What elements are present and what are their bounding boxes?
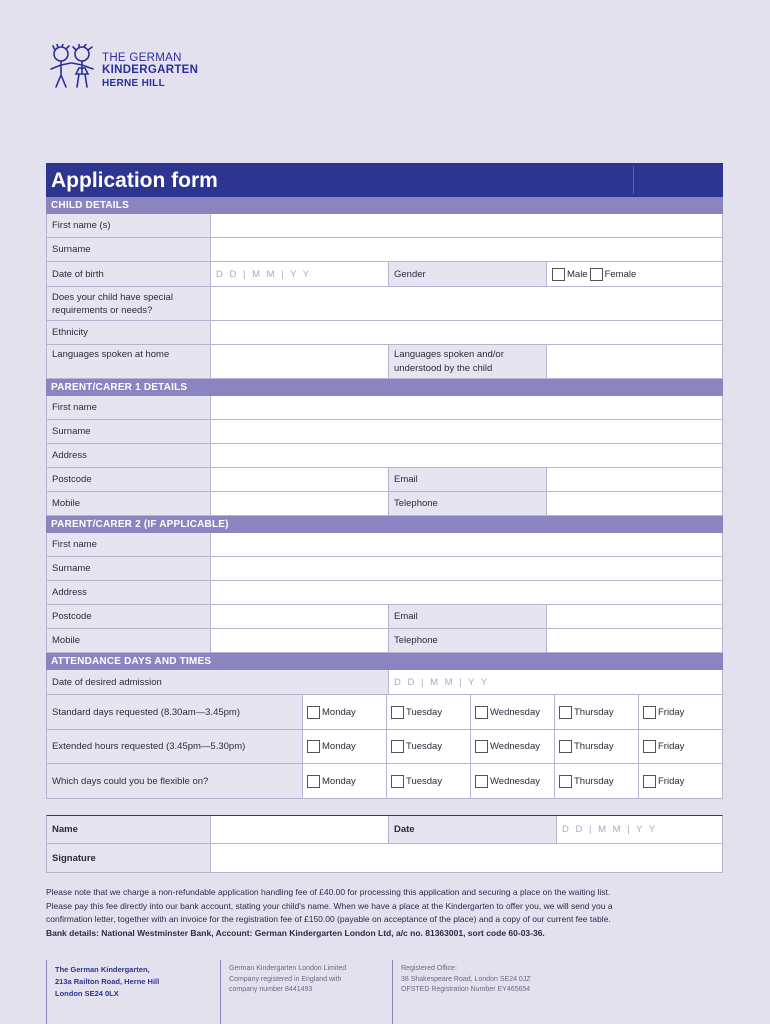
male-label: Male: [567, 268, 588, 280]
admission-placeholder: D D | M M | Y Y: [394, 676, 490, 688]
signoff-date-placeholder: D D | M M | Y Y: [562, 824, 658, 835]
female-checkbox[interactable]: [590, 268, 603, 281]
child-dob-field[interactable]: [211, 262, 389, 286]
extended-friday[interactable]: [639, 730, 722, 763]
parent1-mobile-label: Mobile: [47, 492, 211, 515]
ethnicity-label: Ethnicity: [47, 321, 211, 344]
languages-home-field[interactable]: [211, 345, 389, 378]
special-needs-label: Does your child have special requirements or needs?: [47, 287, 211, 320]
application-form: [46, 163, 723, 873]
admission-label: Date of desired admission: [47, 670, 389, 694]
day-label: Friday: [658, 741, 685, 752]
standard-wednesday[interactable]: [471, 695, 555, 729]
parent1-telephone-field[interactable]: [547, 492, 722, 515]
day-label: Tuesday: [406, 706, 443, 718]
checkbox-icon[interactable]: [475, 706, 488, 719]
footer-registered-line3: OFSTED Registration Number EY465654: [401, 986, 531, 993]
parent1-email-field[interactable]: [547, 468, 722, 491]
footer-company: [220, 960, 392, 1024]
checkbox-icon[interactable]: [307, 775, 320, 788]
standard-tuesday[interactable]: [387, 695, 471, 729]
languages-home-label: Languages spoken at home: [47, 345, 211, 378]
fee-note-line1: Please note that we charge a non-refundable application handling fee of £40.00 for processing this application and securing a place on the waiting list.: [46, 887, 611, 897]
bank-details: Bank details: National Westminster Bank, Account: German Kindergarten London Ltd, a/c no. 81363001, sort code 60-03-36.: [46, 927, 545, 938]
child-dob-placeholder: D D | M M | Y Y: [216, 268, 312, 280]
parent1-address-label: Address: [47, 444, 211, 467]
signoff-date-field[interactable]: [557, 816, 722, 843]
child-surname-label: Surname: [47, 238, 211, 261]
parent2-postcode-field[interactable]: [211, 605, 389, 628]
attendance-heading: ATTENDANCE DAYS AND TIMES: [46, 653, 723, 670]
form-title: Application form: [51, 169, 218, 192]
footer-address-line2: 213a Railton Road, Herne Hill: [55, 977, 160, 986]
footer-address: [46, 960, 218, 1024]
parent1-email-label: Email: [389, 468, 547, 491]
day-label: Monday: [322, 741, 356, 752]
extended-monday[interactable]: [303, 730, 387, 763]
languages-understood-field[interactable]: [547, 345, 722, 378]
signature-field[interactable]: [211, 844, 722, 872]
footer-company-line1: German Kindergarten London Limited: [229, 965, 347, 972]
day-label: Thursday: [574, 775, 614, 787]
footer: [46, 960, 723, 1024]
checkbox-icon[interactable]: [643, 706, 656, 719]
footer-registered-line2: 38 Shakespeare Road, London SE24 0JZ: [401, 975, 531, 983]
child-details-heading: CHILD DETAILS: [46, 197, 723, 214]
checkbox-icon[interactable]: [475, 775, 488, 788]
male-checkbox[interactable]: [552, 268, 565, 281]
standard-friday[interactable]: [639, 695, 722, 729]
footer-company-line3: company number 8441493: [229, 986, 313, 993]
checkbox-icon[interactable]: [559, 706, 572, 719]
form-title-bar: [46, 163, 723, 197]
checkbox-icon[interactable]: [643, 775, 656, 788]
flexible-monday[interactable]: [303, 764, 387, 798]
day-label: Wednesday: [490, 741, 540, 752]
footer-address-line3: London SE24 0LX: [55, 989, 119, 998]
footer-registered-office: [392, 960, 592, 1024]
parent2-surname-label: Surname: [47, 557, 211, 580]
parent1-mobile-field[interactable]: [211, 492, 389, 515]
checkbox-icon[interactable]: [307, 706, 320, 719]
footer-registered-line1: Registered Office:: [401, 965, 457, 972]
parent2-mobile-field[interactable]: [211, 629, 389, 652]
parent2-telephone-label: Telephone: [389, 629, 547, 652]
logo: [46, 44, 198, 90]
parent1-first-name-field[interactable]: [211, 396, 722, 419]
checkbox-icon[interactable]: [391, 706, 404, 719]
signoff-name-field[interactable]: [211, 816, 389, 843]
checkbox-icon[interactable]: [559, 775, 572, 788]
parent2-first-name-label: First name: [47, 533, 211, 556]
languages-understood-label: Languages spoken and/or understood by the child: [389, 345, 547, 378]
day-label: Tuesday: [406, 775, 443, 787]
gender-label: Gender: [389, 262, 547, 286]
parent2-heading: PARENT/CARER 2 (IF APPLICABLE): [46, 516, 723, 533]
logo-line3: HERNE HILL: [102, 78, 165, 89]
day-label: Wednesday: [490, 706, 540, 718]
flexible-wednesday[interactable]: [471, 764, 555, 798]
parent2-telephone-field[interactable]: [547, 629, 722, 652]
signature-label: Signature: [47, 844, 211, 872]
flexible-tuesday[interactable]: [387, 764, 471, 798]
day-label: Friday: [658, 775, 685, 787]
day-label: Friday: [658, 706, 685, 718]
standard-days-label: Standard days requested (8.30am—3.45pm): [47, 695, 303, 729]
child-surname-field[interactable]: [211, 238, 722, 261]
parent1-postcode-label: Postcode: [47, 468, 211, 491]
flexible-days-label: Which days could you be flexible on?: [47, 764, 303, 798]
checkbox-icon[interactable]: [643, 740, 656, 753]
parent1-postcode-field[interactable]: [211, 468, 389, 491]
signoff-date-label: Date: [389, 816, 557, 843]
checkbox-icon[interactable]: [391, 775, 404, 788]
standard-thursday[interactable]: [555, 695, 639, 729]
admission-field[interactable]: [389, 670, 722, 694]
children-logo-icon: [46, 44, 98, 90]
day-label: Thursday: [574, 706, 614, 718]
signoff-name-label: Name: [47, 816, 211, 843]
female-label: Female: [604, 268, 637, 280]
extended-tuesday[interactable]: [387, 730, 471, 763]
logo-line2: KINDERGARTEN: [102, 64, 199, 76]
checkbox-icon[interactable]: [307, 740, 320, 753]
parent2-mobile-label: Mobile: [47, 629, 211, 652]
extended-hours-label: Extended hours requested (3.45pm—5.30pm): [47, 730, 303, 763]
parent2-surname-field[interactable]: [211, 557, 722, 580]
parent2-email-label: Email: [389, 605, 547, 628]
checkbox-icon[interactable]: [391, 740, 404, 753]
extended-thursday[interactable]: [555, 730, 639, 763]
parent2-postcode-label: Postcode: [47, 605, 211, 628]
footer-company-line2: Company registered in England with: [229, 975, 342, 983]
standard-monday[interactable]: [303, 695, 387, 729]
checkbox-icon[interactable]: [475, 740, 488, 753]
parent2-address-field[interactable]: [211, 581, 722, 604]
day-label: Thursday: [574, 741, 614, 752]
day-label: Monday: [322, 706, 356, 718]
checkbox-icon[interactable]: [559, 740, 572, 753]
parent1-address-field[interactable]: [211, 444, 722, 467]
child-first-name-label: First name (s): [47, 214, 211, 237]
logo-line1: THE GERMAN: [102, 52, 182, 64]
parent1-telephone-label: Telephone: [389, 492, 547, 515]
footer-address-line1: The German Kindergarten,: [55, 965, 150, 974]
day-label: Wednesday: [490, 775, 540, 787]
day-label: Tuesday: [406, 741, 443, 752]
flexible-friday[interactable]: [639, 764, 722, 798]
parent2-address-label: Address: [47, 581, 211, 604]
ethnicity-field[interactable]: [211, 321, 722, 344]
parent1-surname-label: Surname: [47, 420, 211, 443]
fee-note-line2: Please pay this fee directly into our bank account, stating your child's name. When we have a place at the Kindergarten to offer you, we will send you a: [46, 900, 613, 911]
child-dob-label: Date of birth: [47, 262, 211, 286]
fee-note-line3: confirmation letter, together with an invoice for the registration fee of £150.00 (payable on acceptance of the place) and a copy of our current fee table.: [46, 914, 611, 925]
flexible-thursday[interactable]: [555, 764, 639, 798]
child-first-name-field[interactable]: [211, 214, 722, 237]
parent2-first-name-field[interactable]: [211, 533, 722, 556]
day-label: Monday: [322, 775, 356, 787]
extended-wednesday[interactable]: [471, 730, 555, 763]
fee-note: [46, 886, 726, 940]
parent1-surname-field[interactable]: [211, 420, 722, 443]
parent1-first-name-label: First name: [47, 396, 211, 419]
parent1-heading: PARENT/CARER 1 DETAILS: [46, 379, 723, 396]
special-needs-field[interactable]: [211, 287, 722, 320]
parent2-email-field[interactable]: [547, 605, 722, 628]
